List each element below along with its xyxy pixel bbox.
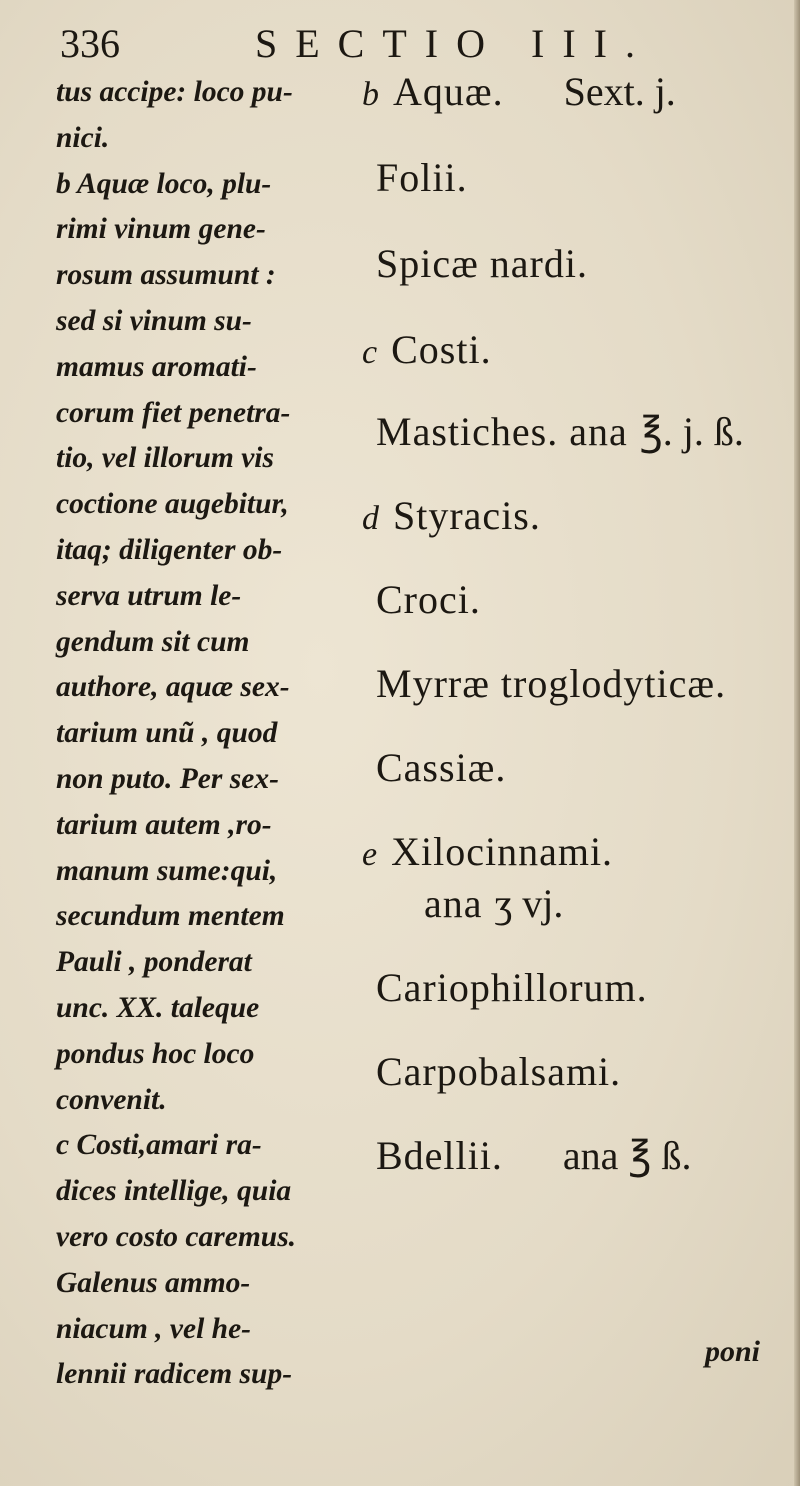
note-line: mamus aromati- [56, 350, 257, 383]
note-line: vero costo caremus. [56, 1220, 297, 1253]
recipe-item [362, 576, 493, 623]
recipe-item [362, 326, 504, 373]
note-line: lennii radicem sup- [56, 1358, 293, 1391]
recipe-item [362, 964, 660, 1011]
recipe-item [362, 1132, 692, 1179]
note-line: rosum assumunt : [56, 259, 276, 292]
note-line: unc. XX. taleque [56, 991, 260, 1024]
recipe-item [362, 1048, 633, 1095]
page-edge [794, 0, 800, 1486]
note-line: tus accipe: loco pu- [56, 76, 293, 108]
note-line: coctione augebitur, [56, 488, 289, 521]
note-line: non puto. Per sex- [56, 762, 279, 795]
note-line: secundum mentem [56, 900, 285, 933]
note-line: corum fiet penetra- [56, 396, 291, 429]
note-line: authore, aquæ sex- [56, 671, 290, 704]
ingredient: Styracis. [393, 493, 541, 538]
note-line: nici. [56, 121, 110, 154]
ingredient: Costi. [391, 327, 492, 372]
recipe-item [362, 154, 480, 201]
note-line: convenit. [56, 1083, 167, 1116]
note-mark: b [362, 76, 379, 113]
catchword: poni [705, 1335, 761, 1368]
note-line: manum sume:qui, [56, 854, 278, 887]
recipe-item [362, 492, 553, 539]
note-line: c Costi,amari ra- [56, 1129, 262, 1162]
running-head: SECTIO III. [255, 21, 653, 66]
ingredient: Croci. [376, 577, 481, 622]
note-line: rimi vinum gene- [56, 213, 266, 246]
note-line: Pauli , ponderat [56, 946, 252, 979]
note-mark: c [362, 334, 378, 371]
ingredient: Cariophillorum. [376, 965, 648, 1010]
ingredient: Aquæ. [393, 69, 504, 114]
note-line: b Aquæ loco, plu- [56, 167, 272, 200]
dose: ℥. j. ß. [639, 409, 744, 454]
recipe-item [362, 408, 744, 455]
dose: ʒ vj. [494, 881, 564, 926]
ingredient: Folii. [376, 155, 468, 200]
note-line: dices intellige, quia [56, 1175, 292, 1208]
note-line: tarium autem ,ro- [56, 808, 272, 841]
dose: Sext. j. [563, 69, 676, 114]
ingredient: Mastiches. ana [376, 409, 628, 454]
note-mark: e [362, 836, 378, 873]
note-line: tarium unũ , quod [56, 717, 278, 750]
note-line: itaq; diligenter ob- [56, 533, 283, 566]
page-number: 336 [60, 21, 120, 66]
note-line: sed si vinum su- [56, 304, 252, 337]
ingredient: Cassiæ. [376, 745, 507, 790]
note-line: Galenus ammo- [56, 1266, 251, 1299]
recipe-item [362, 744, 518, 791]
ingredient: Carpobalsami. [376, 1049, 622, 1094]
recipe-item [362, 240, 600, 287]
note-line: gendum sit cum [56, 625, 250, 658]
note-line: tio, vel illorum vis [56, 442, 274, 475]
recipe-item [362, 828, 625, 875]
note-mark: d [362, 500, 379, 537]
ingredient: Xilocinnami. [391, 829, 614, 874]
ingredient: Myrræ troglodyticæ. [376, 661, 727, 706]
note-line: serva utrum le- [56, 579, 242, 612]
note-line: niacum , vel he- [56, 1312, 252, 1345]
recipe-item [410, 880, 563, 927]
ingredient: ana [424, 881, 483, 926]
note-line: pondus hoc loco [56, 1037, 255, 1070]
ingredient: Bdellii. [376, 1133, 503, 1178]
recipe-item [362, 660, 738, 707]
ingredient: Spicæ nardi. [376, 241, 588, 286]
marginal-notes [56, 70, 356, 1398]
page-header [60, 14, 760, 74]
recipe-item [362, 68, 676, 115]
dose: ana ℥ ß. [562, 1133, 692, 1178]
